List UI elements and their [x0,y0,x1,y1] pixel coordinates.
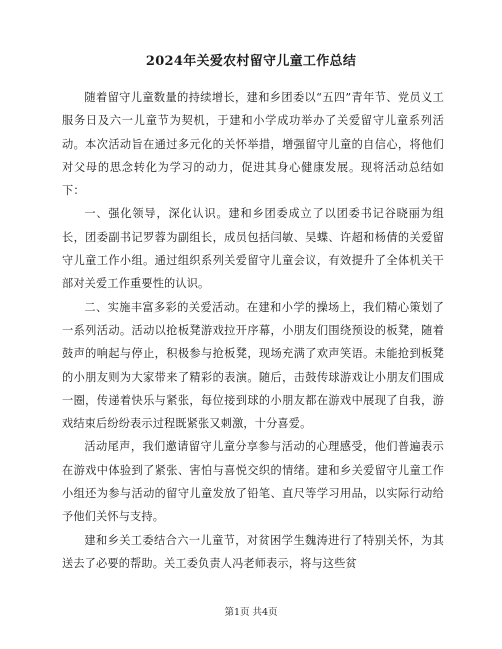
document-title: 2024年关爱农村留守儿童工作总结 [145,54,357,69]
document-body [62,86,444,575]
page-footer: 第1页 共4页 [224,607,278,618]
paragraph-activities: 二、实施丰富多彩的关爱活动。在建和小学的操场上，我们精心策划了一系列活动。活动以抢板凳游戏拉开序幕，小朋友们围绕预设的板凳，随着鼓声的响起与停止，积极参与抢板凳，现场充满了欢声笑语。未能抢到板凳的小朋友则为大家带来了精彩的表演。随后，击鼓传球游戏让小朋友们围成一圈，传递着快乐与紧张，每位接到球的小朋友都在游戏中展现了自我，游戏结束后纷纷表示过程既紧张又刺激，十分喜爱。 [62,300,444,431]
paragraph-leadership: 一、强化领导，深化认识。建和乡团委成立了以团委书记谷晓丽为组长，团委副书记罗蓉为副组长，成员包括闫敏、吴蝶、许超和杨倩的关爱留守儿童工作小组。通过组织系列关爱留守儿童会议，有效提升了全体机关干部对关爱工作重要性的认识。 [62,207,444,291]
paragraph-closing: 活动尾声，我们邀请留守儿童分享参与活动的心理感受，他们普遍表示在游戏中体验到了紧张、害怕与喜悦交织的情绪。建和乡关爱留守儿童工作小组还为参与活动的留守儿童发放了铅笔、直尺等学习用品，以实际行动给予他们关怀与支持。 [62,440,444,524]
paragraph-care: 建和乡关工委结合六一儿童节，对贫困学生魏涛进行了特别关怀，为其送去了必要的帮助。关工委负责人冯老师表示，将与这些贫 [62,533,444,570]
paragraph-intro: 随着留守儿童数量的持续增长，建和乡团委以“五四”青年节、党员义工服务日及六一儿童节为契机，于建和小学成功举办了关爱留守儿童系列活动。本次活动旨在通过多元化的关怀举措，增强留守儿童的自信心，将他们对父母的思念转化为学习的动力，促进其身心健康发展。现将活动总结如下： [62,91,444,198]
